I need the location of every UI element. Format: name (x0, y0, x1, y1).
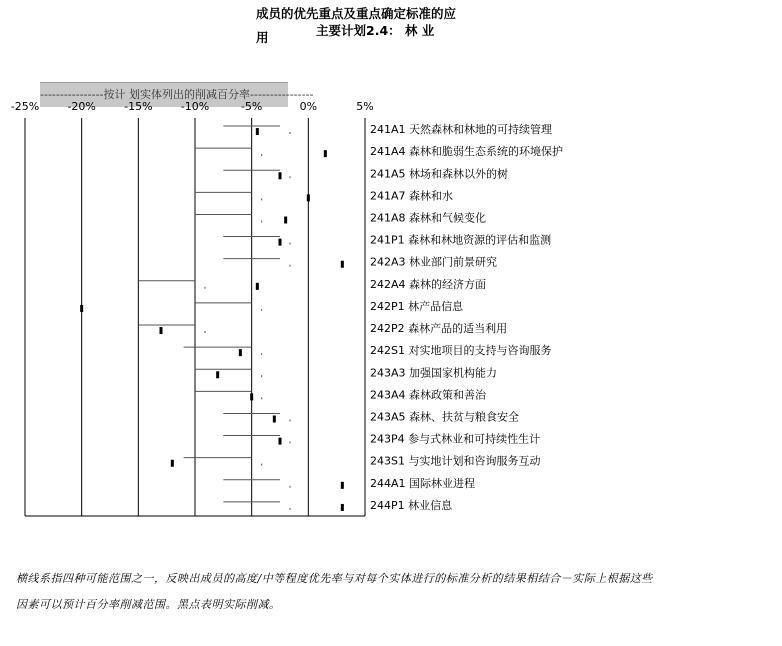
x-tick-label: -20% (67, 100, 96, 113)
x-tick-label: -25% (10, 100, 40, 113)
x-tick-label: -10% (180, 100, 210, 113)
entity-label: 241A5 林场和森林以外的树 (370, 167, 509, 181)
actual-marker (273, 416, 276, 423)
entity-label: 244A1 国际林业进程 (370, 476, 476, 490)
actual-marker (279, 172, 282, 179)
actual-marker (341, 261, 344, 268)
entity-label: 241A1 天然森林和林地的可持续管理 (370, 123, 553, 137)
x-tick-label: -15% (124, 100, 153, 113)
actual-marker (216, 371, 219, 378)
chart-subtitle: 主要计划2.4： 林 业 (316, 23, 435, 38)
actual-marker (256, 128, 259, 135)
actual-marker (341, 482, 344, 489)
actual-marker (160, 327, 163, 334)
entity-label: 243P4 参与式林业和可持续性生计 (370, 432, 541, 446)
actual-marker (307, 194, 310, 201)
footnote-line-1: 横线系指四种可能范围之一，反映出成员的高度/中等程度优先率与对每个实体进行的标准分析的结果相结合－实际上根据这些 (16, 572, 653, 585)
footnote-line-2: 因素可以预计百分率削减范围。黑点表明实际削减。 (16, 598, 281, 611)
actual-marker (341, 504, 344, 511)
x-tick-label: -5% (240, 100, 263, 113)
chart-title: 成员的优先重点及重点确定标准的应 (256, 6, 457, 21)
entity-label: 243S1 与实地计划和咨询服务互动 (370, 454, 541, 468)
actual-marker (324, 150, 327, 157)
entity-label: 242P1 林产品信息 (370, 299, 464, 313)
entity-label: 242P2 森林产品的适当利用 (370, 322, 508, 336)
entity-label: 241P1 森林和林地资源的评估和监测 (370, 233, 552, 247)
actual-marker (284, 217, 287, 224)
entity-label: 242A3 林业部门前景研究 (370, 255, 498, 269)
entity-label: 242S1 对实地项目的支持与咨询服务 (370, 344, 552, 358)
actual-marker (256, 283, 259, 290)
x-tick-label: 5% (356, 100, 374, 113)
entity-label: 241A8 森林和气候变化 (370, 211, 487, 225)
x-axis-label: ----------------按计 划实体列出的削减百分率---------------- (40, 88, 314, 101)
entity-label: 243A4 森林政策和善治 (370, 388, 487, 402)
actual-marker (171, 460, 174, 467)
entity-label: 244P1 林业信息 (370, 498, 453, 512)
actual-marker (279, 438, 282, 445)
chart-title-continued: 用 (256, 30, 269, 45)
entity-label: 243A3 加强国家机构能力 (370, 366, 498, 380)
actual-marker (80, 305, 83, 312)
x-tick-label: 0% (299, 100, 318, 113)
entity-label: 241A4 森林和脆弱生态系统的环境保护 (370, 145, 564, 159)
entity-label: 243A5 森林、扶贫与粮食安全 (370, 410, 520, 424)
entity-label: 242A4 森林的经济方面 (370, 277, 487, 291)
actual-marker (279, 239, 282, 246)
entity-label: 241A7 森林和水 (370, 189, 454, 203)
actual-marker (250, 393, 253, 400)
actual-marker (239, 349, 242, 356)
